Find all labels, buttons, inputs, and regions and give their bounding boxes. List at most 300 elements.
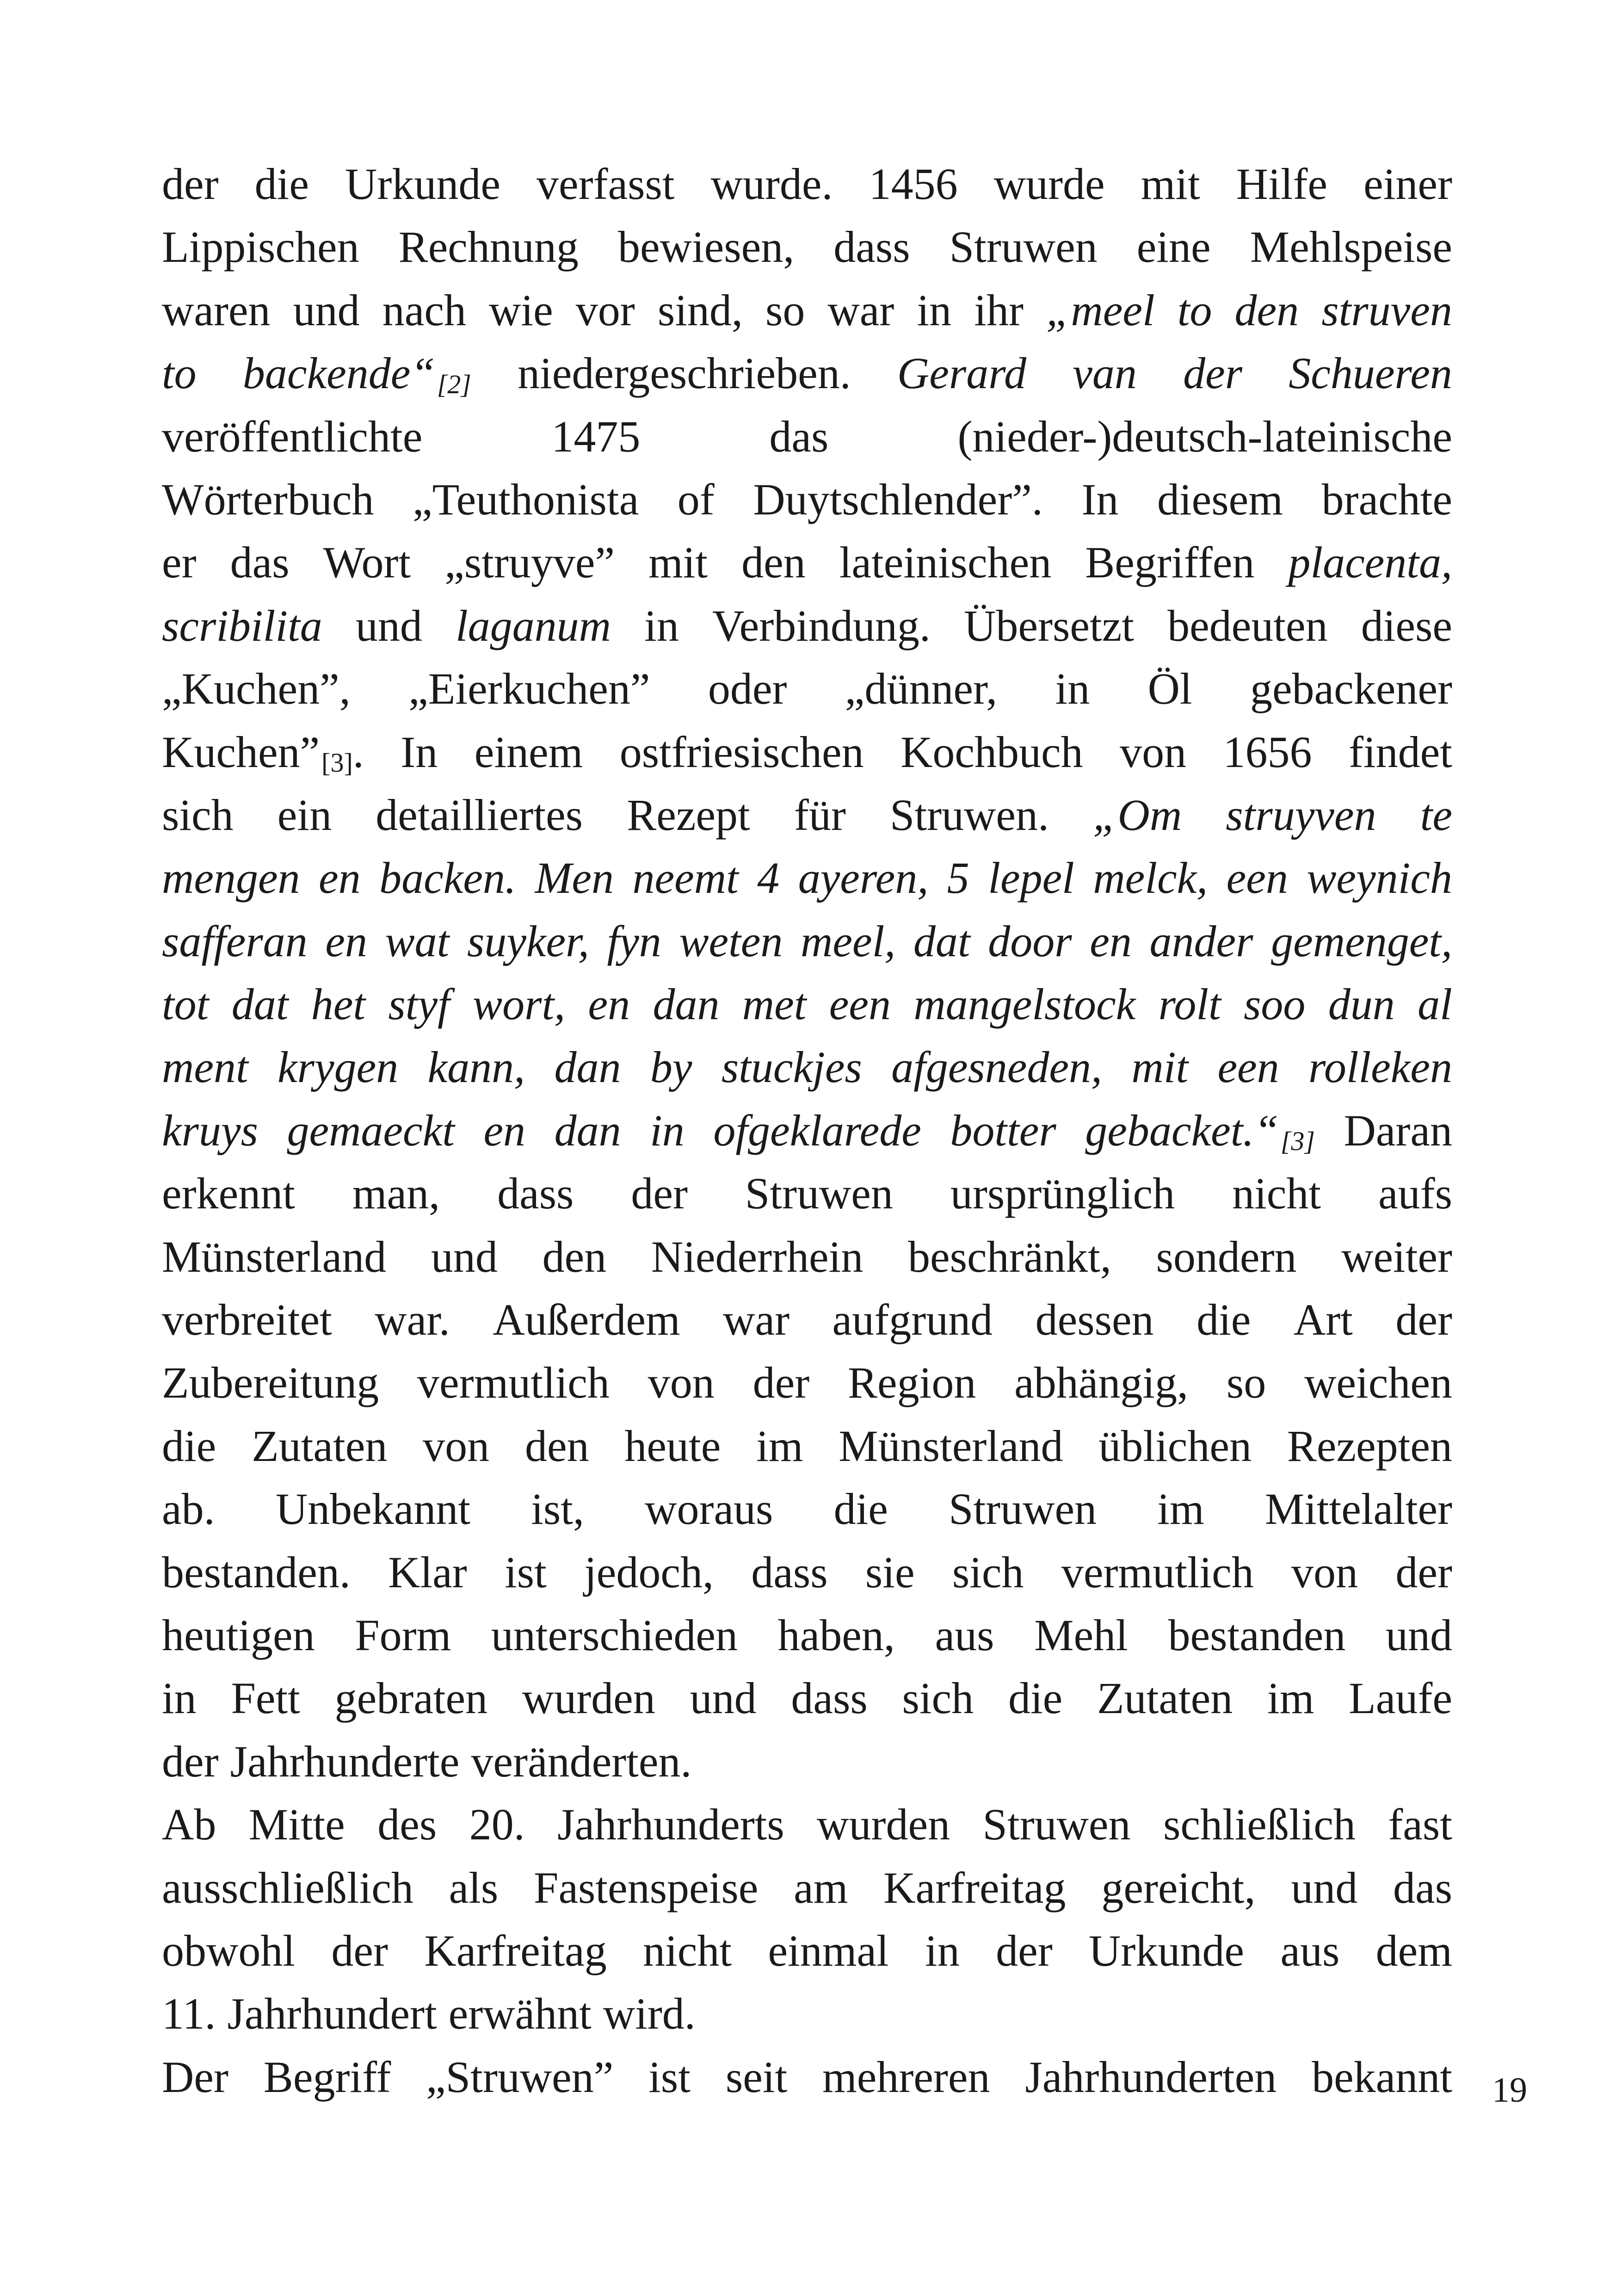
word — [162, 1604, 315, 1667]
word-text: und — [690, 1673, 757, 1723]
text-line — [162, 1288, 1452, 1351]
word-text: dass — [497, 1169, 574, 1219]
word-text: ist — [505, 1547, 547, 1597]
word-text: die — [1008, 1673, 1063, 1723]
word-text: erkennt — [162, 1169, 295, 1219]
word — [678, 468, 715, 531]
word — [643, 1919, 732, 1982]
word — [757, 847, 779, 910]
word — [537, 153, 675, 216]
word — [957, 405, 1452, 468]
word — [1183, 342, 1242, 405]
word-text: rolleken — [1308, 1042, 1452, 1092]
word-text: wat — [385, 916, 450, 966]
word — [255, 153, 309, 216]
word-text: Ab — [162, 1800, 216, 1850]
word — [627, 784, 750, 847]
word — [901, 721, 1083, 784]
word-text: struyven — [1226, 790, 1376, 840]
word — [1341, 1225, 1452, 1288]
word-text: Öl — [1147, 664, 1192, 714]
word — [162, 1982, 216, 2045]
word — [1157, 468, 1283, 531]
word — [917, 279, 951, 342]
word-text: 20. — [469, 1800, 525, 1850]
word-text: für — [794, 790, 846, 840]
word-text: und — [1385, 1610, 1452, 1660]
word — [833, 1288, 993, 1351]
word-text: verfasst — [537, 159, 675, 209]
word-text: tot — [162, 979, 209, 1029]
word-text: scribilita — [162, 600, 322, 650]
text-line — [162, 153, 1452, 216]
word-text: bedeuten — [1167, 600, 1328, 650]
word — [505, 1541, 547, 1604]
word-text: die — [1197, 1295, 1251, 1345]
word — [531, 1478, 584, 1541]
word — [618, 216, 794, 278]
text-line — [162, 1099, 1452, 1162]
word-text: afgesneden, — [891, 1042, 1103, 1092]
word — [1250, 657, 1452, 720]
word-text: ayeren, — [798, 853, 929, 903]
word — [624, 1415, 721, 1478]
word — [1349, 1667, 1452, 1730]
word — [232, 973, 289, 1036]
word-text: brachte — [1321, 474, 1452, 524]
word-text: so — [765, 285, 805, 335]
word — [252, 1415, 387, 1478]
footnote-reference: [3] — [1280, 1126, 1315, 1157]
word — [865, 1541, 915, 1604]
word-text: schließlich — [1163, 1800, 1356, 1850]
word — [839, 1415, 1063, 1478]
word — [449, 1982, 592, 2045]
word-text: 1475 — [551, 411, 641, 461]
word-text: melck, — [1093, 853, 1208, 903]
word — [475, 721, 583, 784]
text-line — [162, 1982, 1452, 2045]
word-text: abhängig, — [1014, 1358, 1189, 1408]
word — [1034, 1604, 1128, 1667]
word-text: dem — [1375, 1925, 1452, 1975]
word-text: dass — [833, 222, 910, 272]
word — [162, 1730, 219, 1793]
word-text: mit — [1131, 1042, 1189, 1092]
word-text: Rezepten — [1287, 1421, 1452, 1471]
word-text: wurden — [522, 1673, 655, 1723]
text-line — [162, 910, 1452, 973]
word-text: Münsterland — [839, 1421, 1063, 1471]
word-text: Gerard — [897, 348, 1027, 398]
word-text: kruys — [162, 1105, 258, 1155]
word-text: gemaeckt — [287, 1105, 455, 1155]
body-text — [162, 153, 1452, 2109]
word — [497, 1162, 574, 1225]
word-text: das — [230, 538, 290, 588]
word — [950, 1099, 1056, 1162]
text-line — [162, 594, 1452, 657]
word — [325, 910, 367, 973]
text-line — [162, 973, 1452, 1036]
word-text: „Eierkuchen” — [408, 664, 650, 714]
word-text: Münsterland — [162, 1232, 387, 1281]
word — [913, 973, 1135, 1036]
word-text: 4 — [757, 853, 780, 903]
word-text: Rezept — [627, 790, 750, 840]
word-text: der — [331, 1925, 388, 1975]
word-text: waren — [162, 285, 271, 335]
word — [162, 973, 209, 1036]
word — [996, 1919, 1053, 1982]
page-number: 19 — [1492, 2071, 1527, 2110]
word-text: in — [644, 600, 679, 650]
text-line — [162, 657, 1452, 720]
word-text: einmal — [768, 1925, 889, 1975]
word — [1197, 1288, 1251, 1351]
word-text: „dünner, — [845, 664, 998, 714]
word-text: backende“ — [242, 348, 435, 398]
word-text: by — [650, 1042, 692, 1092]
word-text: Niederrhein — [651, 1232, 864, 1281]
word-text: Zutaten — [252, 1421, 388, 1471]
word-text: dun — [1328, 979, 1395, 1029]
word-text: dan — [653, 979, 720, 1029]
word — [483, 1099, 525, 1162]
word — [522, 1667, 655, 1730]
word-text: der — [1395, 1295, 1452, 1345]
word — [1098, 1415, 1252, 1478]
word-text: veröffentlichte — [162, 411, 423, 461]
word-text: vor — [575, 285, 635, 335]
word — [588, 973, 630, 1036]
word — [653, 973, 719, 1036]
word-text: Laufe — [1349, 1673, 1452, 1723]
word — [988, 910, 1072, 973]
word-text: van — [1073, 348, 1137, 398]
word — [1236, 153, 1327, 216]
text-line — [162, 1162, 1452, 1225]
text-line — [162, 1478, 1452, 1541]
word — [534, 1857, 758, 1919]
word-text: der — [631, 1169, 688, 1219]
word — [620, 721, 864, 784]
word — [1344, 1099, 1452, 1162]
word — [335, 1667, 487, 1730]
text-line — [162, 1225, 1452, 1288]
word-text: den — [1234, 285, 1299, 335]
word-text: Unbekannt — [275, 1484, 471, 1534]
word-text: Duytschlender”. — [753, 474, 1043, 524]
word-text: war — [723, 1295, 790, 1345]
word — [1131, 1036, 1188, 1099]
word — [576, 279, 635, 342]
word — [679, 910, 783, 973]
word — [401, 721, 438, 784]
word-text: een — [829, 979, 891, 1029]
word-text: „Om — [1093, 790, 1182, 840]
word — [952, 1541, 1024, 1604]
word-text: vermutlich — [1061, 1547, 1254, 1597]
word-text: und — [431, 1232, 498, 1281]
word-text: heute — [624, 1421, 721, 1471]
word-text: das — [1393, 1863, 1452, 1912]
word — [1073, 342, 1137, 405]
word-text: im — [1157, 1484, 1204, 1534]
word-text: weten — [679, 916, 783, 966]
word — [382, 279, 466, 342]
word — [947, 847, 969, 910]
word-text: weichen — [1304, 1358, 1452, 1408]
word — [376, 784, 583, 847]
word — [769, 405, 828, 468]
word-text: am — [794, 1863, 848, 1912]
word-text: wort, — [473, 979, 566, 1029]
word-text: der — [162, 159, 219, 209]
word-text: obwohl — [162, 1925, 295, 1975]
word-text: wie — [489, 285, 553, 335]
word-text: dan — [554, 1042, 621, 1092]
word-text: jedoch, — [584, 1547, 714, 1597]
word — [1157, 1478, 1204, 1541]
word — [162, 216, 359, 278]
word — [648, 2046, 691, 2109]
word — [1168, 1604, 1345, 1667]
word-text: Struwen — [949, 222, 1098, 272]
word — [1289, 342, 1452, 405]
word — [1393, 1857, 1452, 1919]
word-text: sich — [902, 1673, 974, 1723]
word-text: den — [542, 1232, 607, 1281]
word — [723, 1288, 789, 1351]
word — [753, 1351, 810, 1414]
word — [249, 1793, 345, 1856]
word — [162, 1099, 258, 1162]
word — [1361, 594, 1452, 657]
word — [162, 1415, 216, 1478]
word-text: ist, — [531, 1484, 584, 1534]
word-text: diesem — [1157, 474, 1283, 524]
word — [1061, 1541, 1254, 1604]
word — [449, 1857, 499, 1919]
word — [1055, 657, 1090, 720]
word-text: ab. — [162, 1484, 215, 1534]
word — [1141, 153, 1200, 216]
word — [1288, 531, 1452, 594]
word — [869, 153, 958, 216]
word — [535, 847, 614, 910]
word-text: bestanden. — [162, 1547, 351, 1597]
word — [518, 342, 851, 405]
text-line — [162, 847, 1452, 910]
word-text: placenta, — [1288, 538, 1452, 588]
word-text: war — [827, 285, 894, 335]
word — [902, 1667, 974, 1730]
word-text: ment — [162, 1042, 248, 1092]
word — [708, 657, 787, 720]
word — [983, 1793, 1131, 1856]
word — [974, 279, 1024, 342]
word — [555, 1036, 621, 1099]
word — [428, 1036, 525, 1099]
word-text: al — [1418, 979, 1452, 1029]
text-line — [162, 216, 1452, 278]
text-line — [162, 342, 1452, 405]
word-text: soo — [1244, 979, 1306, 1029]
word — [311, 973, 365, 1036]
word-text: im — [756, 1421, 803, 1471]
word — [162, 342, 197, 405]
word — [753, 468, 1042, 531]
word-text: oder — [708, 664, 787, 714]
word — [778, 1604, 895, 1667]
word — [493, 1288, 680, 1351]
word-text: styf — [388, 979, 450, 1029]
text-line — [162, 468, 1452, 531]
word — [431, 1225, 498, 1288]
word — [722, 1036, 862, 1099]
word — [471, 1730, 691, 1793]
word — [713, 1099, 921, 1162]
word — [467, 910, 589, 973]
word-text: lepel — [988, 853, 1074, 903]
word-text: den — [524, 1421, 589, 1471]
word-text: einer — [1363, 159, 1452, 209]
word — [791, 1667, 867, 1730]
word — [345, 153, 500, 216]
word — [424, 1919, 606, 1982]
word — [557, 1793, 784, 1856]
word — [925, 1919, 960, 1982]
word-text: Außerdem — [493, 1295, 680, 1345]
word-text: aus — [935, 1610, 994, 1660]
word-text: gereicht, — [1101, 1863, 1256, 1912]
text-line — [162, 1857, 1452, 1919]
word — [352, 1162, 440, 1225]
word — [408, 657, 650, 720]
word-text: to — [1177, 285, 1212, 335]
word — [1081, 468, 1118, 531]
word — [817, 1793, 950, 1856]
word — [555, 1099, 621, 1162]
word — [633, 847, 739, 910]
word-text: sind, — [657, 285, 743, 335]
word-text: ihr — [974, 285, 1024, 335]
word-text: Kochbuch — [901, 727, 1083, 777]
word-text: Art — [1293, 1295, 1353, 1345]
word-text: Struwen — [949, 1484, 1097, 1534]
word — [473, 973, 565, 1036]
word-text: von — [648, 1358, 715, 1408]
word — [603, 1982, 696, 2045]
word — [964, 594, 1134, 657]
word — [1312, 2046, 1452, 2109]
word-text: backen. — [379, 853, 516, 903]
word — [607, 910, 661, 973]
word — [162, 468, 374, 531]
word-text: lateinischen — [839, 538, 1052, 588]
word-text: verbreitet — [162, 1295, 332, 1345]
word-text: üblichen — [1098, 1421, 1252, 1471]
word-text: en — [588, 979, 630, 1029]
word — [644, 594, 679, 657]
word-text: een — [1226, 853, 1288, 903]
word-text: ofgeklarede — [713, 1105, 921, 1155]
word-text: Mehlspeise — [1250, 222, 1452, 272]
word-text: Men — [535, 853, 614, 903]
word — [1227, 1351, 1266, 1414]
word — [293, 279, 360, 342]
word — [162, 1919, 295, 1982]
word — [426, 2046, 613, 2109]
word — [1227, 847, 1288, 910]
text-line — [162, 1604, 1452, 1667]
word — [1244, 973, 1305, 1036]
word-text: en — [483, 1105, 526, 1155]
word-text: Karfreitag — [883, 1863, 1066, 1912]
word-text: sich — [162, 790, 234, 840]
word — [551, 405, 640, 468]
word — [319, 847, 361, 910]
word-text: unterschieden — [491, 1610, 738, 1660]
word — [822, 2046, 990, 2109]
word-text: sie — [865, 1547, 915, 1597]
word — [543, 1225, 607, 1288]
word-text: von — [423, 1421, 490, 1471]
word — [162, 1225, 386, 1288]
word-text: te — [1420, 790, 1452, 840]
word — [1046, 279, 1155, 342]
word — [1395, 1288, 1452, 1351]
text-line — [162, 784, 1452, 847]
word-text: der — [996, 1925, 1053, 1975]
word-text: aufgrund — [832, 1295, 993, 1345]
word-text: dass — [751, 1547, 828, 1597]
word — [162, 1857, 413, 1919]
word — [1308, 1036, 1452, 1099]
footnote-reference: [3] — [321, 747, 353, 778]
word-text: und — [293, 285, 360, 335]
word-text: en — [1090, 916, 1132, 966]
text-line — [162, 1415, 1452, 1478]
word-text: en — [319, 853, 361, 903]
word-text: ist — [648, 2052, 691, 2102]
word — [444, 531, 615, 594]
word — [1093, 784, 1182, 847]
text-line — [162, 1036, 1452, 1099]
punctuation: . — [352, 727, 364, 777]
word — [162, 1036, 248, 1099]
word — [742, 973, 807, 1036]
word — [1291, 1857, 1357, 1919]
word-text: ursprünglich — [950, 1169, 1175, 1219]
word — [1097, 1667, 1233, 1730]
word-text: und — [355, 600, 422, 650]
word-text: ostfriesischen — [619, 727, 864, 777]
text-line — [162, 1351, 1452, 1414]
word-text: Region — [848, 1358, 976, 1408]
word — [243, 342, 471, 405]
word — [162, 784, 234, 847]
word — [712, 594, 931, 657]
word — [162, 153, 219, 216]
word-text: botter — [950, 1105, 1056, 1155]
word-text: Jahrhunderts — [557, 1800, 784, 1850]
word — [908, 1225, 1111, 1288]
word-text: gebacket.“ — [1085, 1105, 1279, 1155]
word — [950, 1162, 1175, 1225]
word-text: Hilfe — [1236, 159, 1328, 209]
